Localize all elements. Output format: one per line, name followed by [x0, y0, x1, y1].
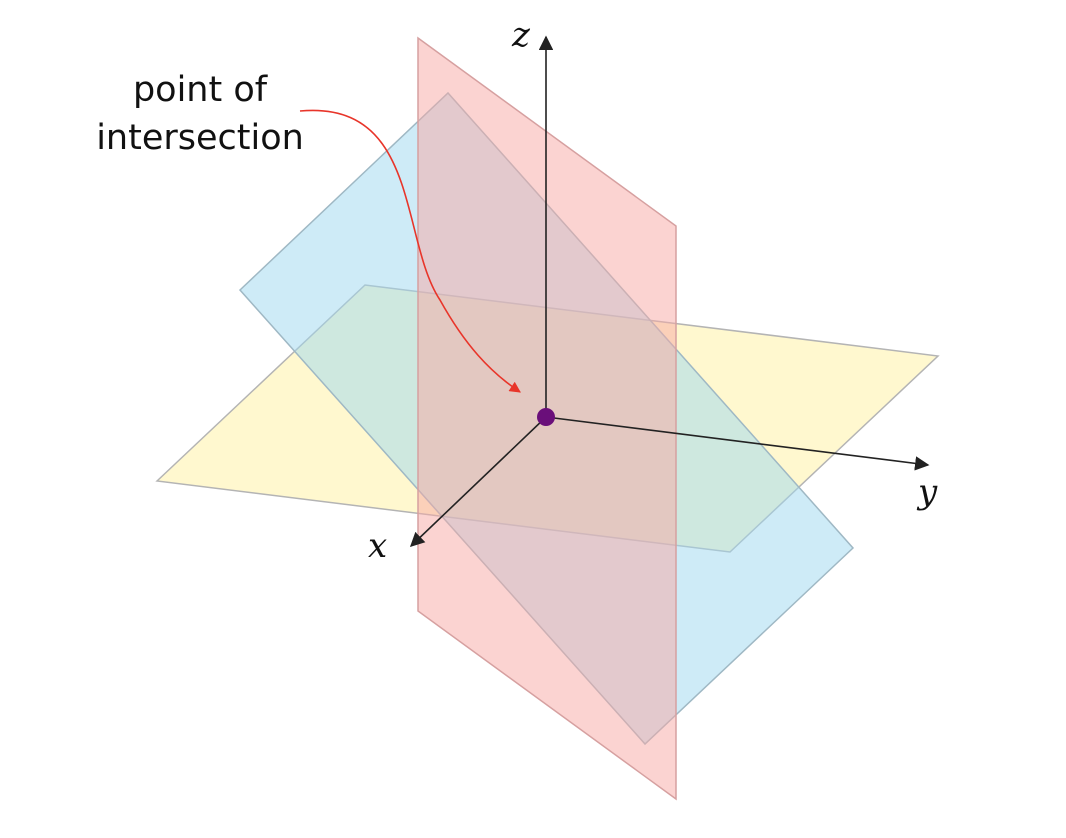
y-axis-label: y [918, 472, 938, 512]
z-axis-label: z [512, 15, 530, 55]
intersection-point [537, 408, 555, 426]
x-axis-label: x [368, 526, 388, 566]
annotation-line-1: point of [132, 70, 268, 110]
annotation-line-2: intersection [96, 118, 304, 158]
annotation-label [70, 66, 330, 162]
